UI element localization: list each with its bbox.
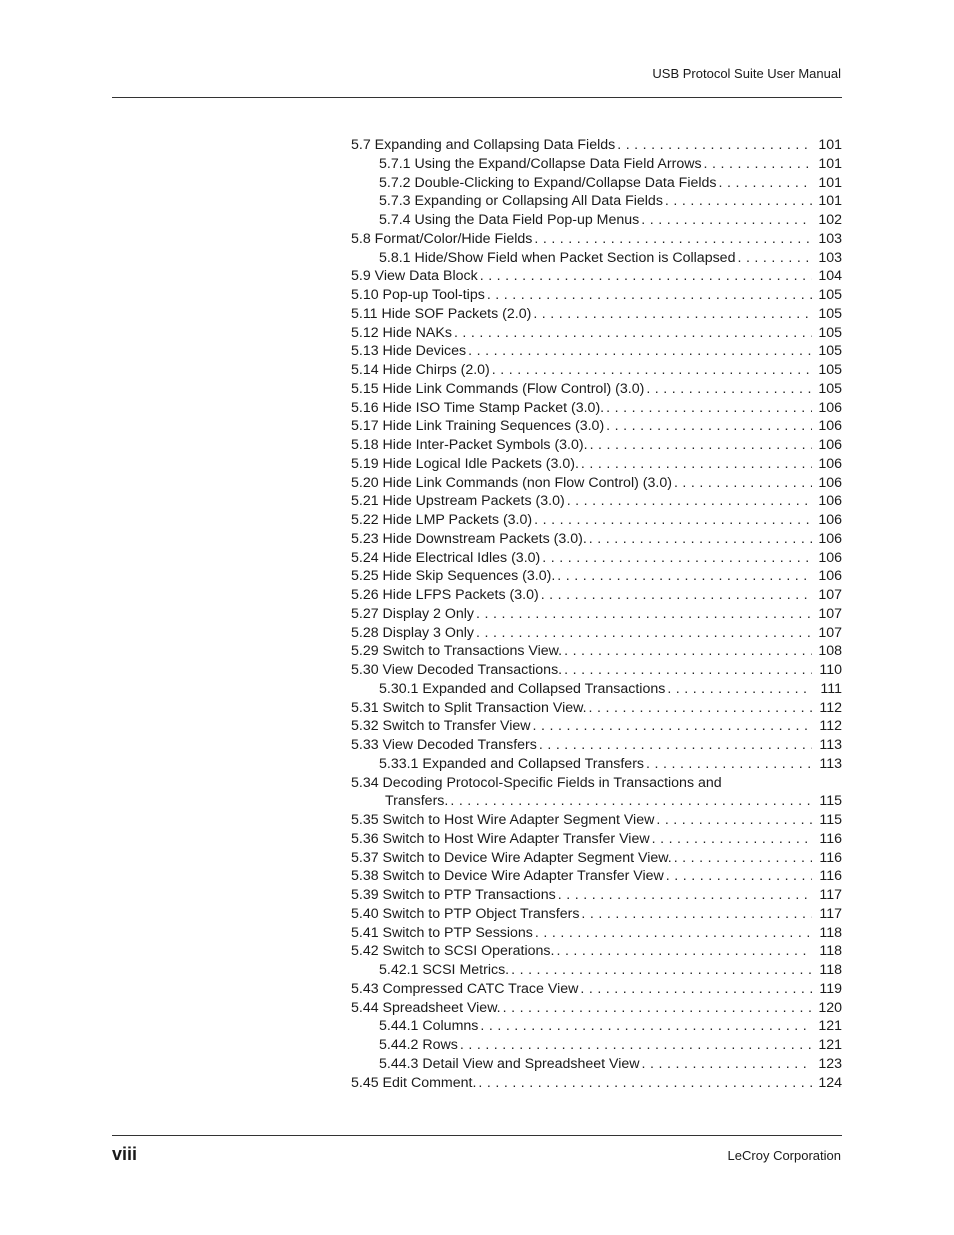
dot-leader — [541, 586, 812, 605]
toc-entry-page: 110 — [819, 662, 842, 678]
toc-entry[interactable] — [351, 699, 842, 718]
toc-entry-title: 5.21 Hide Upstream Packets (3.0) — [351, 493, 565, 510]
dot-leader — [646, 755, 812, 774]
dot-leader — [564, 642, 812, 661]
dot-leader — [704, 155, 812, 174]
toc-entry-page: 106 — [818, 474, 842, 491]
toc-entry-page: 116 — [819, 849, 842, 866]
toc-entry[interactable] — [351, 905, 842, 924]
toc-entry[interactable] — [351, 530, 842, 549]
toc-entry-page: 106 — [818, 530, 842, 547]
toc-entry-page: 112 — [819, 699, 842, 716]
toc-entry-page: 101 — [818, 174, 842, 191]
toc-entry[interactable] — [351, 249, 842, 268]
toc-entry-page: 112 — [819, 718, 842, 735]
toc-entry[interactable] — [351, 736, 842, 755]
toc-entry-page: 106 — [818, 437, 842, 453]
toc-entry-title: 5.22 Hide LMP Packets (3.0) — [351, 512, 533, 528]
toc-entry-title: 5.32 Switch to Transfer View — [351, 718, 531, 735]
toc-entry[interactable] — [351, 642, 842, 661]
toc-entry-title: 5.10 Pop-up Tool-tips — [351, 287, 485, 303]
toc-entry[interactable] — [351, 230, 842, 249]
toc-entry[interactable] — [351, 211, 842, 230]
dot-leader — [646, 380, 812, 399]
toc-entry-page: 105 — [818, 362, 842, 378]
toc-entry-page: 106 — [818, 399, 842, 416]
toc-entry[interactable] — [351, 549, 842, 568]
toc-entry[interactable] — [351, 961, 842, 980]
toc-entry[interactable] — [351, 1074, 842, 1093]
toc-entry-title: 5.30 View Decoded Transactions. — [351, 662, 563, 678]
toc-entry-title: 5.12 Hide NAKs — [351, 324, 452, 341]
footer-rule — [112, 1135, 842, 1136]
toc-entry-page: 103 — [818, 230, 842, 247]
dot-leader — [533, 305, 812, 324]
toc-entry-page: 102 — [818, 212, 842, 228]
toc-entry[interactable] — [351, 324, 842, 343]
toc-entry-title: 5.8 Format/Color/Hide Fields — [351, 230, 533, 247]
toc-entry-title: 5.9 View Data Block — [351, 268, 478, 285]
running-header: USB Protocol Suite User Manual — [652, 66, 841, 81]
dot-leader — [665, 192, 812, 211]
dot-leader — [581, 455, 812, 474]
toc-entry-page: 118 — [819, 924, 842, 941]
toc-entry-title: 5.7.4 Using the Data Field Pop-up Menus — [379, 212, 640, 228]
toc-entry-title: 5.45 Edit Comment. — [351, 1074, 477, 1091]
toc-entry[interactable] — [351, 680, 842, 699]
toc-entry[interactable] — [351, 624, 842, 643]
dot-leader — [674, 849, 812, 868]
toc-entry-page: 106 — [818, 549, 842, 566]
toc-entry[interactable] — [351, 605, 842, 624]
dot-leader — [492, 361, 812, 380]
toc-entry-title: 5.42 Switch to SCSI Operations. — [351, 943, 555, 960]
toc-entry-page: 116 — [819, 830, 842, 847]
toc-entry-title: 5.18 Hide Inter-Packet Symbols (3.0). — [351, 437, 588, 453]
toc-entry[interactable] — [351, 511, 842, 530]
toc-entry[interactable] — [351, 811, 842, 830]
dot-leader — [558, 886, 812, 905]
toc-entry-title: 5.8.1 Hide/Show Field when Packet Section is Collapsed — [379, 249, 736, 266]
toc-entry-title: 5.44.3 Detail View and Spreadsheet View — [379, 1055, 640, 1072]
dot-leader — [674, 474, 812, 493]
dot-leader — [454, 324, 812, 343]
dot-leader — [719, 174, 812, 193]
toc-entry[interactable] — [351, 136, 842, 155]
dot-leader — [533, 717, 812, 736]
toc-entry-title: 5.16 Hide ISO Time Stamp Packet (3.0). — [351, 399, 605, 416]
dot-leader — [589, 699, 812, 718]
toc-entry-title: 5.38 Switch to Device Wire Adapter Transfer View — [351, 868, 664, 885]
toc-entry[interactable] — [351, 492, 842, 511]
toc-entry-title: 5.11 Hide SOF Packets (2.0) — [351, 305, 532, 322]
toc-entry-page: 124 — [818, 1074, 842, 1091]
toc-entry-title: 5.19 Hide Logical Idle Packets (3.0). — [351, 455, 579, 472]
toc-entry-title: 5.24 Hide Electrical Idles (3.0) — [351, 549, 541, 566]
dot-leader — [534, 511, 812, 530]
dot-leader — [468, 342, 812, 361]
toc-entry-title: 5.29 Switch to Transactions View. — [351, 643, 563, 660]
toc-entry-title: 5.44.2 Rows — [379, 1037, 458, 1053]
toc-entry[interactable] — [351, 474, 842, 493]
toc-entry-title-line[interactable] — [351, 774, 842, 793]
toc-entry-page: 101 — [818, 193, 842, 210]
dot-leader — [567, 492, 812, 511]
toc-entry-page: 104 — [818, 268, 842, 285]
toc-entry-title: 5.35 Switch to Host Wire Adapter Segment View — [351, 812, 655, 828]
toc-entry-title: 5.41 Switch to PTP Sessions — [351, 924, 533, 941]
dot-leader — [666, 867, 812, 886]
table-of-contents — [351, 136, 842, 1092]
dot-leader — [641, 211, 812, 230]
toc-entry-title: 5.44 Spreadsheet View. — [351, 999, 501, 1016]
dot-leader — [652, 830, 812, 849]
toc-entry-page: 119 — [819, 980, 842, 997]
toc-entry[interactable] — [351, 342, 842, 361]
toc-entry-page: 121 — [818, 1037, 842, 1053]
toc-entry[interactable] — [351, 755, 842, 774]
dot-leader — [476, 624, 812, 643]
toc-entry[interactable] — [351, 1036, 842, 1055]
toc-entry[interactable] — [351, 267, 842, 286]
dot-leader — [542, 549, 812, 568]
toc-entry-title: 5.7.1 Using the Expand/Collapse Data Field Arrows — [379, 155, 702, 172]
toc-entry[interactable] — [351, 380, 842, 399]
dot-leader — [478, 1074, 812, 1093]
dot-leader — [511, 961, 812, 980]
toc-entry[interactable] — [351, 661, 842, 680]
toc-entry-title: 5.14 Hide Chirps (2.0) — [351, 362, 490, 378]
toc-entry-page: 121 — [818, 1018, 842, 1035]
toc-entry-title: 5.36 Switch to Host Wire Adapter Transfer View — [351, 830, 650, 847]
page-number: viii — [112, 1144, 138, 1164]
toc-entry[interactable] — [351, 286, 842, 305]
dot-leader — [450, 792, 812, 811]
toc-entry-page: 118 — [819, 962, 842, 978]
dot-leader — [589, 530, 812, 549]
toc-entry-title: 5.27 Display 2 Only — [351, 605, 475, 622]
dot-leader — [556, 942, 812, 961]
toc-entry[interactable] — [351, 1055, 842, 1074]
toc-entry-title: 5.40 Switch to PTP Object Transfers — [351, 905, 580, 922]
toc-entry[interactable] — [351, 567, 842, 586]
dot-leader — [564, 661, 812, 680]
toc-entry-title: 5.42.1 SCSI Metrics. — [379, 962, 510, 978]
toc-entry-title: 5.13 Hide Devices — [351, 343, 467, 360]
toc-entry-page: 106 — [818, 568, 842, 585]
toc-entry-title: 5.33 View Decoded Transfers — [351, 737, 537, 753]
toc-entry-page: 117 — [819, 887, 842, 903]
toc-entry-page: 101 — [818, 155, 842, 172]
toc-entry-page: 106 — [818, 493, 842, 510]
toc-entry-title: 5.37 Switch to Device Wire Adapter Segment View. — [351, 849, 672, 866]
dot-leader — [590, 436, 812, 455]
toc-entry-page: 113 — [819, 755, 842, 772]
toc-entry[interactable] — [351, 436, 842, 455]
toc-entry-title: 5.25 Hide Skip Sequences (3.0). — [351, 568, 556, 585]
dot-leader — [606, 399, 812, 418]
toc-entry-title: 5.43 Compressed CATC Trace View — [351, 980, 579, 997]
dot-leader — [480, 267, 812, 286]
toc-entry-page: 103 — [818, 249, 842, 266]
toc-entry[interactable] — [351, 924, 842, 943]
toc-entry-title: 5.26 Hide LFPS Packets (3.0) — [351, 587, 539, 603]
toc-entry-page: 118 — [819, 943, 842, 960]
dot-leader — [667, 680, 812, 699]
toc-entry-page: 105 — [818, 380, 842, 397]
dot-leader — [606, 417, 812, 436]
dot-leader — [503, 999, 812, 1018]
toc-entry[interactable] — [351, 174, 842, 193]
toc-entry-title: 5.20 Hide Link Commands (non Flow Control) (3.0) — [351, 474, 672, 491]
dot-leader — [581, 905, 812, 924]
toc-entry-title: 5.7 Expanding and Collapsing Data Fields — [351, 137, 616, 153]
dot-leader — [460, 1036, 812, 1055]
toc-entry-page: 108 — [818, 643, 842, 660]
toc-entry-page: 106 — [818, 418, 842, 435]
toc-entry-page: 107 — [818, 587, 842, 603]
toc-entry[interactable] — [351, 417, 842, 436]
toc-entry[interactable] — [351, 361, 842, 380]
dot-leader — [476, 605, 812, 624]
dot-leader — [539, 736, 812, 755]
dot-leader — [580, 980, 812, 999]
toc-entry-title: 5.44.1 Columns — [379, 1018, 479, 1035]
toc-entry[interactable] — [351, 399, 842, 418]
dot-leader — [642, 1055, 812, 1074]
toc-entry-page: 107 — [818, 624, 842, 641]
toc-entry-title: 5.7.3 Expanding or Collapsing All Data Fields — [379, 193, 663, 210]
toc-entry[interactable] — [351, 830, 842, 849]
toc-entry-page: 105 — [818, 324, 842, 341]
toc-entry-page: 116 — [819, 868, 842, 885]
dot-leader — [656, 811, 812, 830]
footer-company: LeCroy Corporation — [727, 1148, 841, 1163]
toc-entry[interactable] — [351, 999, 842, 1018]
dot-leader — [617, 136, 812, 155]
toc-entry-title: 5.39 Switch to PTP Transactions — [351, 887, 556, 903]
toc-entry-title: 5.31 Switch to Split Transaction View. — [351, 699, 587, 716]
toc-entry-title-continuation: Transfers. — [385, 793, 449, 810]
toc-entry-title: 5.7.2 Double-Clicking to Expand/Collapse Data Fields — [379, 174, 717, 191]
toc-entry-title: 5.15 Hide Link Commands (Flow Control) (3.0) — [351, 380, 645, 397]
toc-entry-page: 123 — [818, 1055, 842, 1072]
toc-entry[interactable] — [351, 867, 842, 886]
dot-leader — [487, 286, 812, 305]
toc-entry[interactable] — [351, 155, 842, 174]
dot-leader — [557, 567, 812, 586]
toc-entry-continuation[interactable] — [351, 792, 842, 811]
dot-leader — [535, 924, 812, 943]
toc-entry-page: 117 — [819, 905, 842, 922]
toc-entry[interactable] — [351, 192, 842, 211]
dot-leader — [480, 1017, 812, 1036]
toc-entry-page: 106 — [818, 512, 842, 528]
dot-leader — [534, 230, 812, 249]
toc-entry[interactable] — [351, 942, 842, 961]
toc-entry-page: 105 — [818, 343, 842, 360]
toc-entry[interactable] — [351, 849, 842, 868]
toc-entry-page: 105 — [818, 287, 842, 303]
toc-entry-page: 106 — [818, 455, 842, 472]
dot-leader — [737, 249, 812, 268]
toc-entry-page: 115 — [819, 793, 842, 810]
toc-entry[interactable] — [351, 717, 842, 736]
toc-entry[interactable] — [351, 886, 842, 905]
toc-entry[interactable] — [351, 1017, 842, 1036]
toc-entry-page: 107 — [818, 605, 842, 622]
toc-entry[interactable] — [351, 980, 842, 999]
toc-entry-title: 5.33.1 Expanded and Collapsed Transfers — [379, 755, 645, 772]
toc-entry-page: 115 — [819, 812, 842, 828]
toc-entry-page: 105 — [818, 305, 842, 322]
header-rule — [112, 97, 842, 98]
toc-entry-page: 101 — [818, 137, 842, 153]
toc-entry[interactable] — [351, 305, 842, 324]
toc-entry-title: 5.30.1 Expanded and Collapsed Transactions — [379, 680, 666, 697]
toc-entry-title: 5.28 Display 3 Only — [351, 624, 475, 641]
toc-entry-page: 113 — [819, 737, 842, 753]
toc-entry-page: 111 — [820, 680, 842, 697]
toc-entry-title: 5.34 Decoding Protocol-Specific Fields in Transactions and — [351, 774, 722, 791]
toc-entry-title: 5.17 Hide Link Training Sequences (3.0) — [351, 418, 605, 435]
toc-entry-title: 5.23 Hide Downstream Packets (3.0). — [351, 530, 587, 547]
toc-entry[interactable] — [351, 455, 842, 474]
toc-entry-page: 120 — [818, 999, 842, 1016]
toc-entry[interactable] — [351, 586, 842, 605]
